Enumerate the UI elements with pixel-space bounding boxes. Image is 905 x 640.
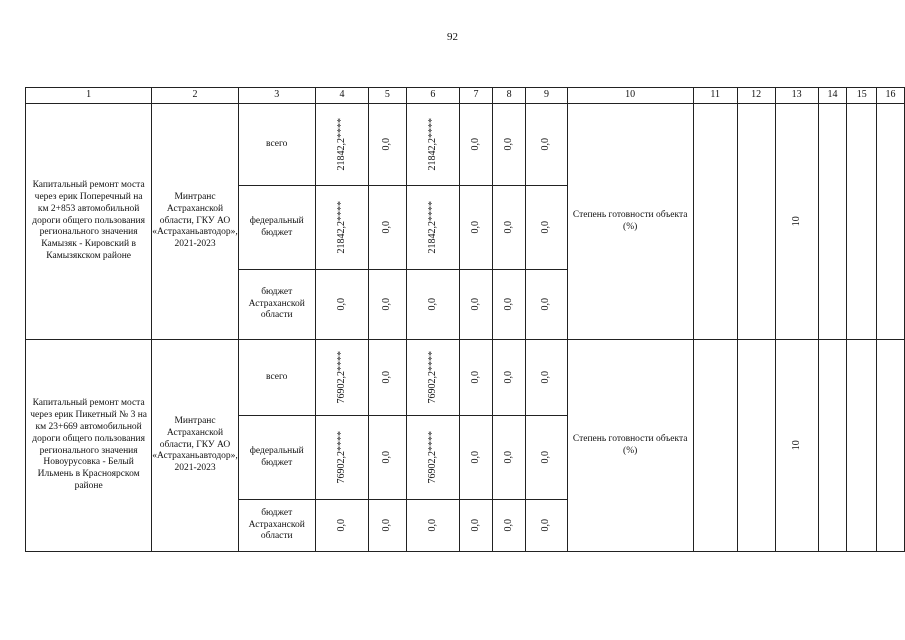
value-cell: 0,0 [369, 186, 406, 270]
value-cell: 0,0 [406, 500, 460, 552]
value-cell: 0,0 [492, 186, 526, 270]
object-name: Капитальный ремонт моста через ерик Поперечный на км 2+853 автомобильной дороги общего пользования регионального значения Камызяк - Кировский в Камызякском районе [26, 104, 152, 340]
value-cell: 0,0 [492, 104, 526, 186]
value-cell: 0,0 [526, 416, 567, 500]
header-cell: 11 [693, 88, 737, 104]
value-cell: 0,0 [526, 340, 567, 416]
program-table [25, 87, 905, 552]
header-cell: 4 [315, 88, 369, 104]
value-cell: 76902,2**** [406, 416, 460, 500]
value-cell: 0,0 [492, 340, 526, 416]
empty-cell [847, 104, 877, 340]
empty-cell [877, 104, 905, 340]
header-cell: 1 [26, 88, 152, 104]
value-cell: 21842,2**** [406, 186, 460, 270]
header-cell: 3 [238, 88, 315, 104]
header-cell: 16 [877, 88, 905, 104]
value-cell: 0,0 [315, 270, 369, 340]
value-cell: 0,0 [492, 416, 526, 500]
empty-cell [693, 104, 737, 340]
value-cell: 0,0 [369, 340, 406, 416]
header-cell: 8 [492, 88, 526, 104]
funding-kind: федеральный бюджет [238, 416, 315, 500]
value-cell: 21842,2**** [315, 104, 369, 186]
value-cell: 0,0 [492, 500, 526, 552]
empty-cell [877, 340, 905, 552]
value-cell: 0,0 [369, 270, 406, 340]
value-cell: 0,0 [492, 270, 526, 340]
executor-cell: Минтранс Астраханской области, ГКУ АО «Астраханьавтодор», 2021-2023 [152, 104, 239, 340]
value-cell: 0,0 [369, 104, 406, 186]
header-cell: 6 [406, 88, 460, 104]
target-value-cell: 10 [775, 104, 818, 340]
value-cell: 0,0 [460, 500, 493, 552]
indicator-cell: Степень готовности объекта (%) [567, 104, 693, 340]
value-cell: 0,0 [526, 270, 567, 340]
indicator-cell: Степень готовности объекта (%) [567, 340, 693, 552]
header-cell: 9 [526, 88, 567, 104]
empty-cell [847, 340, 877, 552]
empty-cell [818, 104, 847, 340]
header-row [26, 88, 905, 104]
value-cell: 0,0 [460, 416, 493, 500]
value-cell: 0,0 [460, 186, 493, 270]
target-value-cell: 10 [775, 340, 818, 552]
value-cell: 0,0 [369, 416, 406, 500]
value-cell: 0,0 [526, 500, 567, 552]
object-name: Капитальный ремонт моста через ерик Пикетный № 3 на км 23+669 автомобильной дороги общего пользования регионального значения Новоурусовка - Белый Ильмень в Красноярском районе [26, 340, 152, 552]
header-cell: 10 [567, 88, 693, 104]
value-cell: 76902,2**** [315, 340, 369, 416]
value-cell: 0,0 [460, 340, 493, 416]
value-cell: 0,0 [406, 270, 460, 340]
header-cell: 7 [460, 88, 493, 104]
header-cell: 12 [737, 88, 775, 104]
value-cell: 76902,2**** [406, 340, 460, 416]
header-cell: 5 [369, 88, 406, 104]
header-cell: 2 [152, 88, 239, 104]
empty-cell [693, 340, 737, 552]
value-cell: 21842,2**** [315, 186, 369, 270]
page-number: 92 [447, 31, 458, 43]
header-cell: 13 [775, 88, 818, 104]
funding-kind: федеральный бюджет [238, 186, 315, 270]
table-row [26, 340, 905, 416]
header-cell: 14 [818, 88, 847, 104]
value-cell: 0,0 [315, 500, 369, 552]
funding-kind: бюджет Астраханской области [238, 500, 315, 552]
table-row [26, 104, 905, 186]
value-cell: 0,0 [526, 104, 567, 186]
value-cell: 21842,2**** [406, 104, 460, 186]
funding-kind: всего [238, 104, 315, 186]
value-cell: 0,0 [369, 500, 406, 552]
funding-kind: всего [238, 340, 315, 416]
funding-kind: бюджет Астраханской области [238, 270, 315, 340]
value-cell: 76902,2**** [315, 416, 369, 500]
executor-cell: Минтранс Астраханской области, ГКУ АО «Астраханьавтодор», 2021-2023 [152, 340, 239, 552]
empty-cell [737, 340, 775, 552]
header-cell: 15 [847, 88, 877, 104]
empty-cell [737, 104, 775, 340]
value-cell: 0,0 [460, 270, 493, 340]
empty-cell [818, 340, 847, 552]
value-cell: 0,0 [460, 104, 493, 186]
value-cell: 0,0 [526, 186, 567, 270]
